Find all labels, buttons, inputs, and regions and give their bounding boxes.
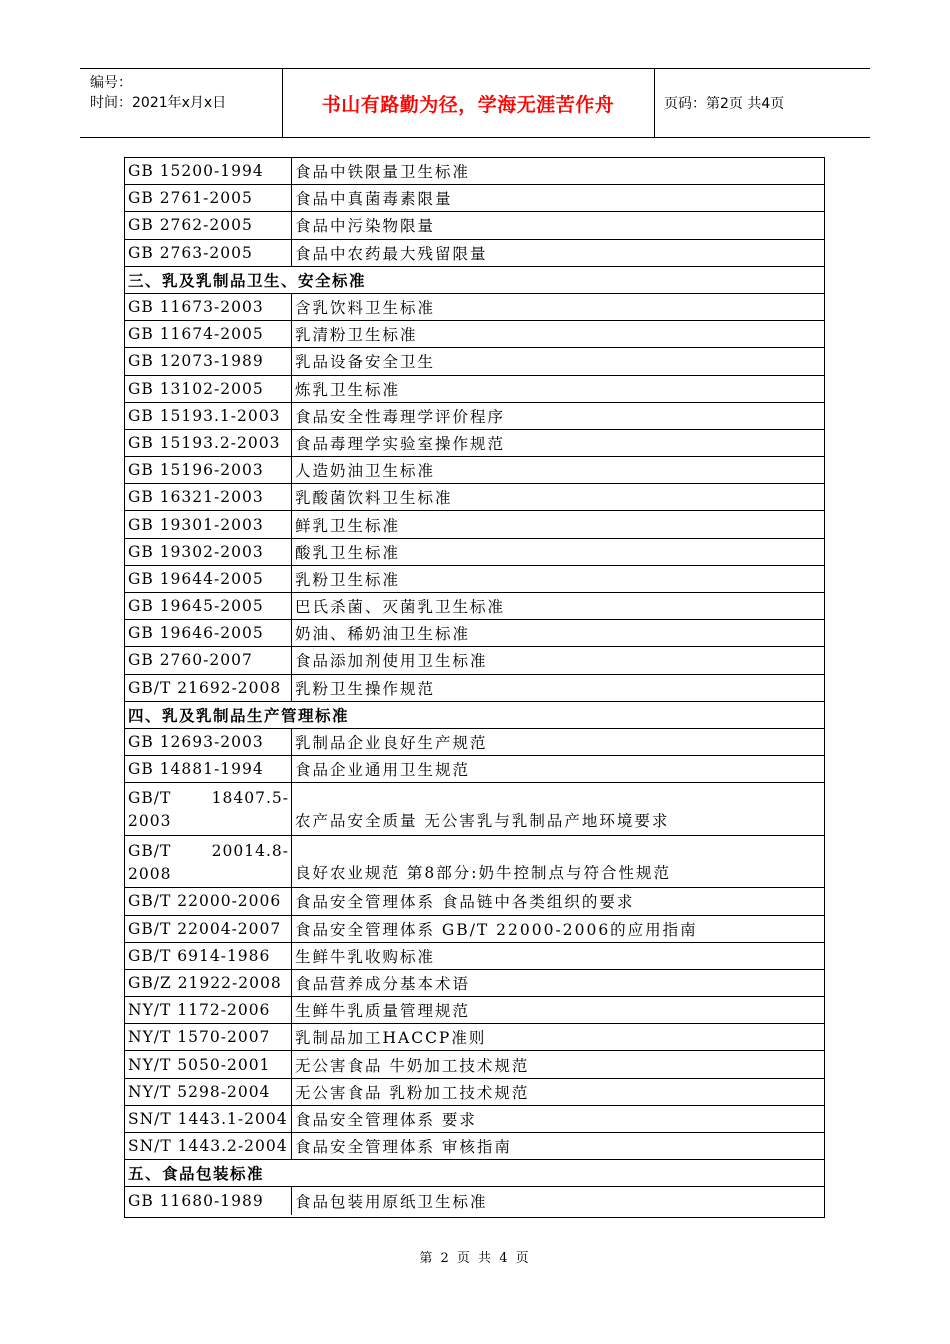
standard-name: 无公害食品 牛奶加工技术规范 bbox=[295, 1056, 530, 1075]
standard-name: 食品添加剂使用卫生标准 bbox=[295, 652, 488, 671]
table-row bbox=[125, 1051, 824, 1078]
standard-code: GB 19301-2003 bbox=[125, 511, 292, 537]
standard-name: 食品中铁限量卫生标准 bbox=[295, 163, 471, 182]
standard-name: 食品企业通用卫生规范 bbox=[295, 761, 471, 780]
document-date: 时间：2021年x月x日 bbox=[90, 95, 227, 111]
standard-name: 鲜乳卫生标准 bbox=[295, 516, 401, 535]
table-row bbox=[125, 756, 824, 783]
table-row bbox=[125, 943, 824, 970]
standard-name: 人造奶油卫生标准 bbox=[295, 462, 436, 481]
standard-code: GB 14881-1994 bbox=[125, 756, 292, 782]
standard-name: 食品安全管理体系 食品链中各类组织的要求 bbox=[295, 893, 635, 912]
standard-name: 无公害食品 乳粉加工技术规范 bbox=[295, 1083, 530, 1102]
standard-code: GB 2762-2005 bbox=[125, 212, 292, 238]
standard-code: GB 15193.2-2003 bbox=[125, 430, 292, 456]
table-row bbox=[125, 430, 824, 457]
standard-name: 含乳饮料卫生标准 bbox=[295, 299, 436, 318]
table-row bbox=[125, 321, 824, 348]
section-title: 五、食品包装标准 bbox=[128, 1165, 265, 1184]
standard-code: SN/T 1443.1-2004 bbox=[125, 1106, 292, 1132]
standard-name: 食品安全管理体系 GB/T 22000-2006的应用指南 bbox=[295, 920, 698, 939]
standard-name: 食品安全管理体系 审核指南 bbox=[295, 1138, 512, 1157]
table-row bbox=[125, 1133, 824, 1160]
standard-code bbox=[125, 836, 292, 888]
standard-name: 生鲜牛乳收购标准 bbox=[295, 947, 436, 966]
standard-name: 乳粉卫生操作规范 bbox=[295, 679, 436, 698]
standard-name: 乳品设备安全卫生 bbox=[295, 353, 436, 372]
standard-code: GB/T 6914-1986 bbox=[125, 943, 292, 969]
table-row bbox=[125, 457, 824, 484]
table-row bbox=[125, 997, 824, 1024]
standard-code: GB 11680-1989 bbox=[125, 1187, 292, 1214]
standard-name: 生鲜牛乳质量管理规范 bbox=[295, 1002, 471, 1021]
standard-name: 食品中农药最大残留限量 bbox=[295, 244, 488, 263]
header-motto: 书山有路勤为径，学海无涯苦作舟 bbox=[321, 93, 615, 116]
standard-code-prefix: GB/T bbox=[128, 841, 172, 860]
standard-name: 食品安全性毒理学评价程序 bbox=[295, 407, 506, 426]
table-row bbox=[125, 348, 824, 375]
header-divider bbox=[654, 69, 655, 137]
standard-code: GB 19644-2005 bbox=[125, 566, 292, 592]
standard-code-number: 20014.8- bbox=[211, 841, 289, 860]
table-row bbox=[125, 916, 824, 943]
standard-code: GB 15200-1994 bbox=[125, 158, 292, 184]
standard-code: GB 13102-2005 bbox=[125, 376, 292, 402]
standard-name: 食品安全管理体系 要求 bbox=[295, 1110, 477, 1129]
standard-code-year: 2008 bbox=[128, 864, 172, 883]
standard-code: GB/T 22004-2007 bbox=[125, 916, 292, 942]
page-header bbox=[80, 68, 870, 138]
standard-name: 农产品安全质量 无公害乳与乳制品产地环境要求 bbox=[295, 811, 670, 830]
standard-name: 良好农业规范 第8部分:奶牛控制点与符合性规范 bbox=[295, 864, 672, 883]
table-row bbox=[125, 1187, 824, 1214]
standard-code: GB 19645-2005 bbox=[125, 593, 292, 619]
standard-code: GB 12073-1989 bbox=[125, 348, 292, 374]
standard-code: SN/T 1443.2-2004 bbox=[125, 1133, 292, 1159]
table-row bbox=[125, 620, 824, 647]
standard-code: GB 16321-2003 bbox=[125, 484, 292, 510]
standard-code: GB 15196-2003 bbox=[125, 457, 292, 483]
standard-name: 食品中污染物限量 bbox=[295, 217, 436, 236]
standard-code: GB 2760-2007 bbox=[125, 647, 292, 673]
section-heading-row bbox=[125, 267, 824, 294]
table-row bbox=[125, 566, 824, 593]
section-heading-row bbox=[125, 702, 824, 729]
standard-code-year: 2003 bbox=[128, 812, 172, 831]
standards-table bbox=[124, 157, 825, 1218]
standard-code: GB 2761-2005 bbox=[125, 185, 292, 211]
table-row bbox=[125, 836, 824, 889]
standard-name: 炼乳卫生标准 bbox=[295, 380, 401, 399]
table-row bbox=[125, 484, 824, 511]
standard-name: 食品毒理学实验室操作规范 bbox=[295, 434, 506, 453]
standard-code: GB/T 21692-2008 bbox=[125, 675, 292, 701]
standard-code: NY/T 1570-2007 bbox=[125, 1024, 292, 1050]
table-row bbox=[125, 158, 824, 185]
standard-name: 奶油、稀奶油卫生标准 bbox=[295, 625, 471, 644]
table-row bbox=[125, 675, 824, 702]
table-row bbox=[125, 1024, 824, 1051]
standard-name: 乳制品企业良好生产规范 bbox=[295, 734, 488, 753]
standard-name: 巴氏杀菌、灭菌乳卫生标准 bbox=[295, 598, 506, 617]
table-row bbox=[125, 1079, 824, 1106]
header-meta bbox=[90, 73, 226, 113]
standard-name: 乳粉卫生标准 bbox=[295, 570, 401, 589]
table-row bbox=[125, 970, 824, 997]
standard-name: 乳酸菌饮料卫生标准 bbox=[295, 489, 453, 508]
header-page-info: 页码：第2页 共4页 bbox=[664, 96, 785, 112]
standard-code: GB 11673-2003 bbox=[125, 294, 292, 320]
standard-name: 乳制品加工HACCP准则 bbox=[295, 1029, 487, 1048]
standard-code: NY/T 1172-2006 bbox=[125, 997, 292, 1023]
table-row bbox=[125, 185, 824, 212]
standard-code: NY/T 5298-2004 bbox=[125, 1079, 292, 1105]
standard-name: 酸乳卫生标准 bbox=[295, 543, 401, 562]
standard-code: GB 15193.1-2003 bbox=[125, 403, 292, 429]
table-row bbox=[125, 888, 824, 915]
table-row bbox=[125, 647, 824, 674]
standard-name: 食品包装用原纸卫生标准 bbox=[295, 1192, 488, 1211]
table-row bbox=[125, 240, 824, 267]
table-row bbox=[125, 729, 824, 756]
standard-code: GB 11674-2005 bbox=[125, 321, 292, 347]
standard-code: NY/T 5050-2001 bbox=[125, 1051, 292, 1077]
table-row bbox=[125, 376, 824, 403]
table-row bbox=[125, 593, 824, 620]
standard-code: GB/Z 21922-2008 bbox=[125, 970, 292, 996]
table-row bbox=[125, 539, 824, 566]
table-row bbox=[125, 511, 824, 538]
standard-code: GB 12693-2003 bbox=[125, 729, 292, 755]
table-row bbox=[125, 403, 824, 430]
table-row bbox=[125, 212, 824, 239]
table-row bbox=[125, 294, 824, 321]
standard-code-prefix: GB/T bbox=[128, 789, 172, 808]
standard-code: GB/T 22000-2006 bbox=[125, 888, 292, 914]
section-title: 四、乳及乳制品生产管理标准 bbox=[128, 706, 350, 725]
standard-code-number: 18407.5- bbox=[211, 789, 289, 808]
standard-code: GB 19646-2005 bbox=[125, 620, 292, 646]
section-title: 三、乳及乳制品卫生、安全标准 bbox=[128, 271, 367, 290]
standard-code: GB 2763-2005 bbox=[125, 240, 292, 266]
standard-code bbox=[125, 783, 292, 835]
standard-code: GB 19302-2003 bbox=[125, 539, 292, 565]
table-row bbox=[125, 1106, 824, 1133]
standard-name: 食品中真菌毒素限量 bbox=[295, 190, 453, 209]
document-number: 编号： bbox=[90, 75, 132, 91]
standard-name: 乳清粉卫生标准 bbox=[295, 326, 418, 345]
page-footer: 第 2 页 共 4 页 bbox=[419, 1251, 531, 1266]
standard-name: 食品营养成分基本术语 bbox=[295, 974, 471, 993]
table-row bbox=[125, 783, 824, 836]
section-heading-row bbox=[125, 1160, 824, 1187]
